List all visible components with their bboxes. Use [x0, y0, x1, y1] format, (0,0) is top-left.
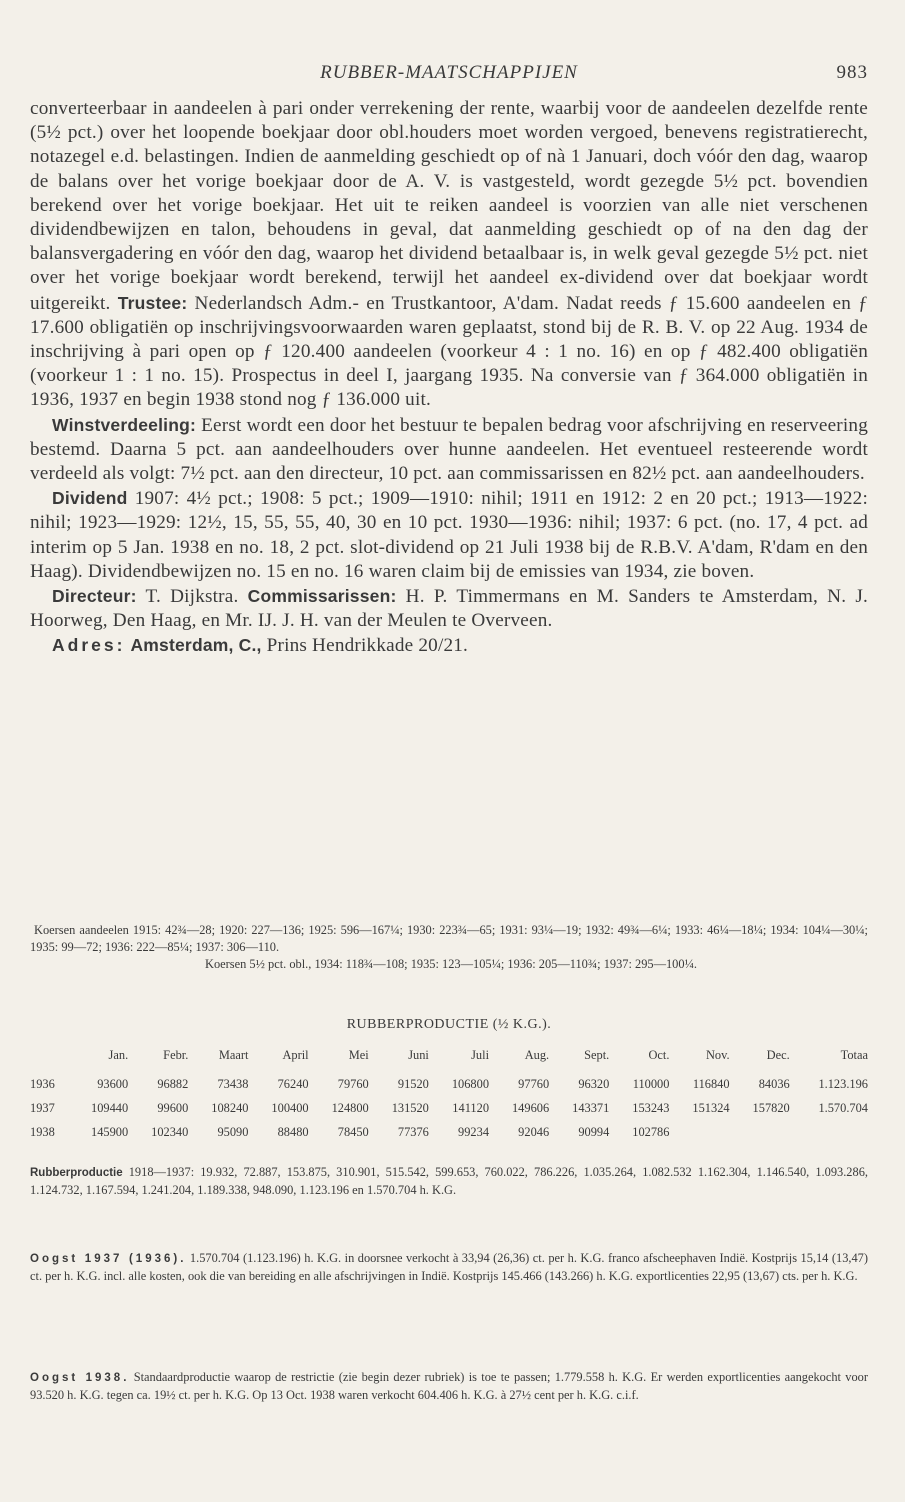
table-cell [732, 1120, 792, 1144]
table-cell: 153243 [632, 1100, 670, 1115]
paragraph-winstverdeeling [30, 413, 868, 487]
table-cell: 151324 [692, 1100, 730, 1115]
table-cell: 90994 [578, 1124, 610, 1139]
table-cell: 110000 [632, 1076, 670, 1091]
conversie-text: converteerbaar in aandeelen à pari onder verrekening der rente, waarbij voor de aandeelen dezelfde rente (5½ pct.) over het loopende boekjaar door obl.houders moet worden vergoed, benevens registratierecht, notazegel e.d. belastingen. Indien de aanmelding geschiedt op of nà 1 Januari, doch vóór den dag, waarop de balans over het vorige boekjaar door de A. V. is vastgesteld, wordt gezegde 5½ pct. bovendien berekend over het vorige boekjaar. Het uit te reiken aandeel is voorzien van alle niet verschenen dividendbewijzen en talon, behoudens in geval, dat aanmelding geschiedt op of na den dag der balansvergadering en vóór den dag, waarop het dividend betaalbaar is, in welk geval gezegde 5½ pct. niet over het vorige boekjaar wordt berekend, terwijl het aandeel ex-dividend over dat boekjaar wordt uitgereikt. [30, 98, 868, 314]
table-cell: 124800 [331, 1100, 369, 1115]
column-header: Maart [218, 1048, 249, 1062]
oogst-1938-paragraph [30, 1369, 868, 1404]
table-cell: 99234 [458, 1124, 490, 1139]
table-cell: 131520 [391, 1100, 429, 1115]
oogst-1938-block [30, 1369, 868, 1404]
adres-text: Prins Hendrikkade 20/21. [266, 635, 469, 657]
column-header: Mei [348, 1048, 369, 1062]
table-cell: 96320 [578, 1076, 610, 1091]
dividend-label: Dividend [52, 488, 128, 509]
table-cell [671, 1120, 731, 1144]
page-number: 983 [836, 62, 868, 83]
table-cell: 149606 [511, 1100, 550, 1115]
directeur-label: Directeur: [52, 586, 137, 607]
table-cell: 109440 [91, 1100, 129, 1115]
oogst-1938-label: Oogst 1938. [30, 1372, 130, 1384]
table-cell: 96882 [157, 1076, 189, 1091]
table-cell: 1936 [30, 1076, 55, 1091]
rubberproductie-label: Rubberproductie [30, 1167, 123, 1179]
table-cell: 78450 [337, 1124, 369, 1139]
table-cell: 1938 [30, 1124, 55, 1139]
table-cell: 141120 [452, 1100, 490, 1115]
table-cell: 97760 [518, 1076, 550, 1091]
table-cell: 99600 [157, 1100, 189, 1115]
column-header: Totaa [840, 1048, 868, 1062]
winstverdeeling-text: Eerst wordt een door het bestuur te bepalen bedrag voor afschrijving en reserveering bestemd. Daarna 5 pct. aan aandeelhouders over hunne aandeelen. Het eventueel resteerende wordt verdeeld als volgt: 7½ pct. aan den directeur, 10 pct. aan commissarissen en 82½ pct. aan aandeelhouders. [30, 414, 868, 485]
column-header: April [282, 1048, 309, 1062]
table-cell: 102786 [632, 1124, 670, 1139]
table-cell: 79760 [337, 1076, 369, 1091]
paragraph-conversie [30, 97, 868, 413]
adres-label: Adres: [52, 635, 126, 656]
table-cell: 1.123.196 [818, 1076, 868, 1091]
column-header: Oct. [648, 1048, 670, 1062]
table-cell: 84036 [758, 1076, 790, 1091]
oogst-1937-paragraph [30, 1250, 868, 1285]
rubberproductie-paragraph [30, 1164, 868, 1199]
running-header [30, 62, 868, 88]
paragraph-dividend [30, 486, 868, 584]
oogst-1937-text: 1.570.704 (1.123.196) h. K.G. in doorsnee verkocht à 33,94 (26,36) ct. per h. K.G. franco afscheephaven Indië. Kostprijs 15,14 (13,47) ct. per h. K.G. incl. alle kosten, ook die van bereiding en alle afschrijvingen in Indië. Kostprijs 145.466 (143.266) h. K.G. exportlicenties 22,95 (13,67) cts. per h. K.G. [30, 1251, 868, 1283]
column-header: Juni [408, 1048, 429, 1062]
commissarissen-label: Commissarissen: [247, 586, 397, 607]
column-header: Febr. [163, 1048, 189, 1062]
table-cell: 76240 [277, 1076, 309, 1091]
table-header-row [28, 1048, 870, 1072]
trustee-label: Trustee: [117, 292, 188, 313]
dividend-text: 1907: 4½ pct.; 1908: 5 pct.; 1909—1910: nihil; 1911 en 1912: 2 en 20 pct.; 1913—1922: nihil; 1923—1929: 12½, 15, 55, 55, 40, 30 en 10 pct. 1930—1936: nihil; 1937: 6 pct. (no. 17, 4 pct. ad interim op 5 Jan. 1938 en no. 18, 2 pct. slot-dividend op 21 Juli 1938 bij de R.B.V. A'dam, R'dam en den Haag). Dividendbewijzen no. 15 en no. 16 waren claim bij de emissies van 1934, zie boven. [30, 488, 868, 582]
rubberproductie-text: 1918—1937: 19.932, 72.887, 153.875, 310.901, 515.542, 599.653, 760.022, 786.226, 1.035.264, 1.082.532 1.162.304, 1.146.540, 1.093.286, 1.124.732, 1.167.594, 1.241.204, 1.189.338, 948.090, 1.123.196 en 1.570.704 h. K.G. [30, 1165, 868, 1197]
rubberproductie-table [28, 1048, 870, 1144]
table-cell: 1.570.704 [818, 1100, 868, 1115]
table-cell: 92046 [518, 1124, 550, 1139]
commissarissen-text: H. P. Timmermans en M. Sanders te Amsterdam, N. J. Hoorweg, Den Haag, en Mr. IJ. J. H. van der Meulen te Overveen. [30, 586, 868, 632]
table-cell: 102340 [151, 1124, 189, 1139]
table-cell: 95090 [217, 1124, 249, 1139]
koersen-aandeelen: Koersen aandeelen 1915: 42¾—28; 1920: 227—136; 1925: 596—167¼; 1930: 223¾—65; 1931: 93¼—19; 1932: 49¾—6¼; 1933: 46¼—18¼; 1934: 104¼—30¼; 1935: 99—72; 1936: 222—85¼; 1937: 306—110. [30, 923, 868, 954]
paragraph-adres [30, 633, 868, 658]
table-cell: 108240 [211, 1100, 249, 1115]
table-cell: 1937 [30, 1100, 55, 1115]
table-cell: 73438 [217, 1076, 249, 1091]
table-cell: 106800 [451, 1076, 490, 1091]
oogst-1937-label: Oogst 1937 (1936). [30, 1253, 187, 1265]
running-title: RUBBER-MAATSCHAPPIJEN [320, 62, 578, 83]
paragraph-directie [30, 584, 868, 633]
directeur-text: T. Dijkstra. [145, 586, 239, 608]
table-row [28, 1072, 870, 1096]
rubberproductie-block [30, 1164, 868, 1199]
column-header [28, 1048, 70, 1072]
main-text [30, 97, 868, 659]
table-cell: 88480 [277, 1124, 309, 1139]
winstverdeeling-label: Winstverdeeling: [52, 414, 197, 435]
table-cell: 77376 [397, 1124, 429, 1139]
column-header: Sept. [584, 1048, 610, 1062]
table-title: RUBBERPRODUCTIE (½ K.G.). [346, 1017, 552, 1032]
koersen-obligaties: Koersen 5½ pct. obl., 1934: 118¾—108; 1935: 123—105¼; 1936: 205—110¾; 1937: 295—100¼. [205, 957, 697, 971]
table-row [28, 1096, 870, 1120]
column-header: Juli [471, 1048, 490, 1062]
table-cell [792, 1120, 870, 1144]
table-cell: 91520 [397, 1076, 429, 1091]
trustee-text: Nederlandsch Adm.- en Trustkantoor, A'dam. Nadat reeds ƒ 15.600 aandeelen en ƒ 17.600 obligatiën op inschrijvingsvoorwaarden waren geplaatst, stond bij de R. B. V. op 22 Aug. 1934 de inschrijving à pari open op ƒ 120.400 aandeelen (voorkeur 4 : 1 no. 16) en op ƒ 482.400 obligatiën (voorkeur 1 : 1 no. 15). Prospectus in deel I, jaargang 1935. Na conversie van ƒ 364.000 obligatiën in 1936, 1937 en begin 1938 stond nog ƒ 136.000 uit. [30, 292, 868, 411]
table-cell: 145900 [91, 1124, 129, 1139]
column-header: Jan. [108, 1048, 129, 1062]
table-cell: 143371 [572, 1100, 610, 1115]
column-header: Aug. [524, 1048, 550, 1062]
column-header: Dec. [766, 1048, 790, 1062]
column-header: Nov. [705, 1048, 730, 1062]
table-cell: 100400 [271, 1100, 309, 1115]
oogst-1937-block [30, 1250, 868, 1285]
koersen-block [30, 922, 868, 973]
oogst-1938-text: Standaardproductie waarop de restrictie (zie begin dezer rubriek) is toe te passen; 1.779.558 h. K.G. Er werden exportlicenties aangekocht voor 93.520 h. K.G. tegen ca. 19½ ct. per h. K.G. Op 13 Oct. 1938 waren verkocht 604.406 h. K.G. à 27½ cent per h. K.G. c.i.f. [30, 1370, 868, 1402]
table-cell: 93600 [97, 1076, 129, 1091]
table-cell: 157820 [752, 1100, 790, 1115]
table-row [28, 1120, 870, 1144]
table-cell: 116840 [692, 1076, 730, 1091]
adres-city: Amsterdam, C., [130, 635, 262, 656]
